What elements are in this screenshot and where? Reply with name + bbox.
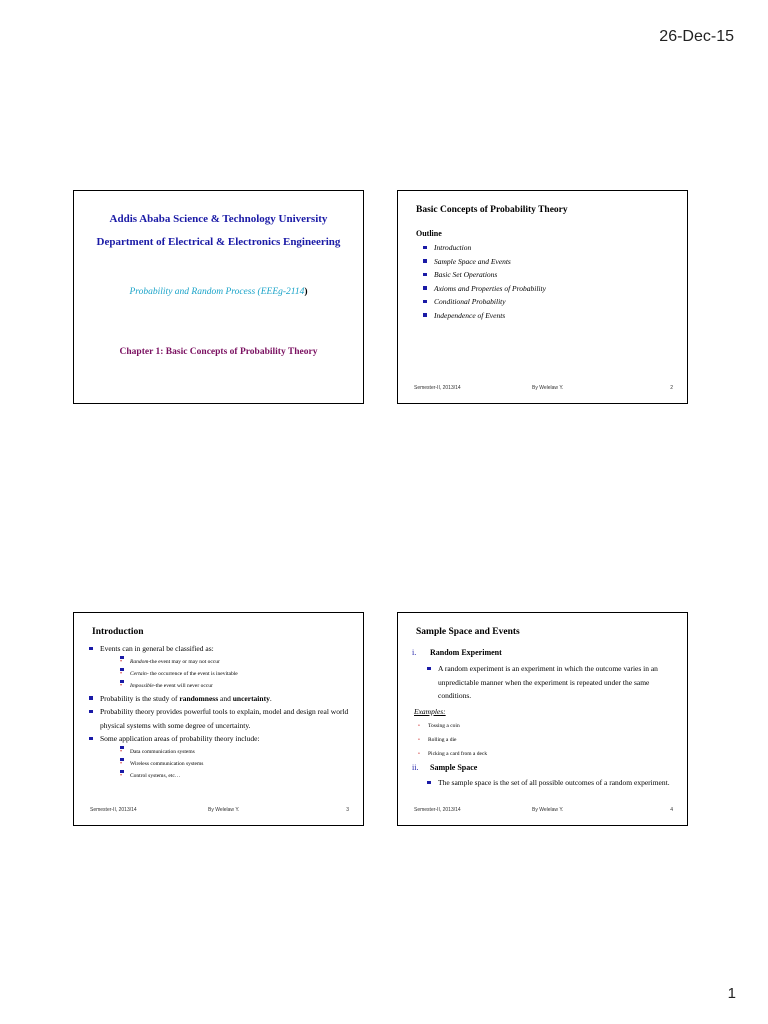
slide-heading: Introduction — [92, 627, 144, 637]
slide-footer — [414, 385, 673, 395]
sub-text: - the occurrence of the event is inevitable — [146, 670, 238, 677]
section-number: i. — [412, 648, 417, 657]
bullet-text: Some application areas of probability theory include: — [100, 734, 260, 743]
course-text: Probability and Random Process (EEEg-2114 — [129, 287, 305, 297]
footer-semester: Semester-II, 2013/14 — [414, 807, 461, 813]
bullet-text: Events can in general be classified as: — [100, 644, 214, 653]
list-item: Probability theory provides powerful tools to explain, model and design real world physical systems with some degree of uncertainty. — [86, 705, 355, 732]
intro-list — [86, 642, 355, 782]
sub-list — [100, 656, 355, 692]
outline-heading: Outline — [416, 229, 442, 238]
bullet-text: Probability is the study of — [100, 693, 180, 703]
sub-item: • Wireless communication systems — [100, 758, 355, 770]
outline-item: Basic Set Operations — [420, 268, 546, 282]
sub-text: -the event may or may not occur — [148, 658, 220, 665]
footer-author: By Welelaw Y. — [532, 807, 564, 813]
list-item — [86, 692, 355, 706]
slide-title — [73, 190, 364, 404]
bullet-text: and — [218, 693, 233, 703]
outline-list — [420, 241, 546, 322]
bold-term: randomness — [179, 693, 219, 703]
example-item: • Rolling a die — [398, 733, 487, 747]
sub-text: -the event will never occur — [153, 682, 213, 689]
term: Certain — [130, 670, 147, 677]
footer-page: 4 — [670, 807, 673, 813]
examples-list — [398, 719, 487, 761]
course-paren: ) — [304, 287, 308, 297]
university-name: Addis Ababa Science & Technology University — [109, 213, 328, 225]
footer-semester: Semester-II, 2013/14 — [414, 385, 461, 391]
sub-list — [100, 746, 355, 782]
outline-item: Introduction — [420, 241, 546, 255]
section-random-experiment — [412, 648, 502, 657]
term: Random — [130, 658, 149, 665]
page-date: 26-Dec-15 — [659, 28, 734, 45]
section-label: Sample Space — [430, 763, 478, 772]
list-item — [86, 642, 355, 692]
list-item — [86, 732, 355, 782]
section-sample-space — [412, 763, 477, 772]
bold-term: uncertainty — [232, 693, 270, 703]
outline-item: Conditional Probability — [420, 295, 546, 309]
footer-semester: Semester-II, 2013/14 — [90, 807, 137, 813]
slide-footer — [90, 807, 349, 817]
random-experiment-list — [424, 662, 679, 703]
sub-item: • Control systems, etc… — [100, 770, 355, 782]
section-label: Random Experiment — [430, 648, 502, 657]
slide-introduction — [73, 612, 364, 826]
sub-item: • Data communication systems — [100, 746, 355, 758]
list-item: A random experiment is an experiment in which the outcome varies in an unpredictable manner when the experiment is repeated under the same conditions. — [424, 662, 679, 703]
slide-footer — [414, 807, 673, 817]
term: Impossible — [130, 682, 154, 689]
slide-sample-space — [397, 612, 688, 826]
outline-item: Sample Space and Events — [420, 255, 546, 269]
slide-heading: Basic Concepts of Probability Theory — [416, 205, 568, 215]
example-item: • Tossing a coin — [398, 719, 487, 733]
department-name: Department of Electrical & Electronics Engineering — [96, 236, 341, 248]
outline-item: Independence of Events — [420, 309, 546, 323]
bullet-text: . — [269, 693, 272, 703]
footer-author: By Welelaw Y. — [532, 385, 564, 391]
slide-heading: Sample Space and Events — [416, 627, 520, 637]
slide-outline — [397, 190, 688, 404]
examples-label: Examples: — [414, 707, 446, 716]
sub-item — [100, 668, 355, 680]
course-name — [74, 287, 363, 297]
page-number: 1 — [727, 985, 736, 1002]
examples-block — [398, 719, 487, 761]
footer-author: By Welelaw Y. — [208, 807, 240, 813]
sub-item — [100, 680, 355, 692]
outline-item: Axioms and Properties of Probability — [420, 282, 546, 296]
example-item: • Picking a card from a deck — [398, 747, 487, 761]
chapter-title: Chapter 1: Basic Concepts of Probability Theory — [119, 347, 318, 357]
list-item: The sample space is the set of all possible outcomes of a random experiment. — [424, 776, 679, 790]
footer-page: 3 — [346, 807, 349, 813]
footer-page: 2 — [670, 385, 673, 391]
sub-item — [100, 656, 355, 668]
section-number: ii. — [412, 763, 419, 772]
sample-space-list — [424, 776, 679, 790]
